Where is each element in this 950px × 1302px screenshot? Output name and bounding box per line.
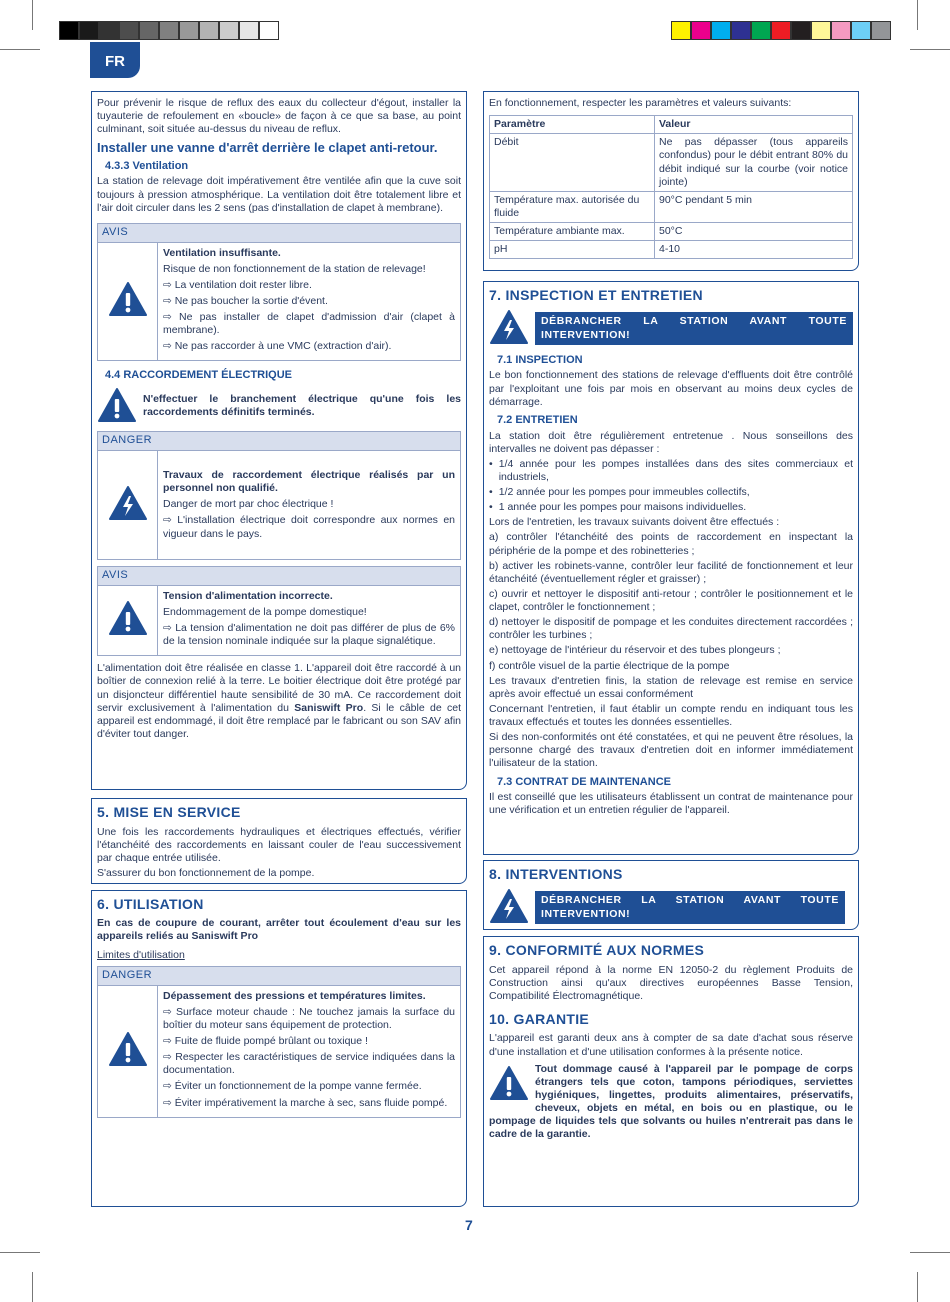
parameters-intro: En fonctionnement, respecter les paramètres et valeurs suivants: — [489, 97, 792, 109]
inspection-heading: 7.1 INSPECTION — [497, 353, 583, 366]
section-9-10-box — [483, 936, 859, 1207]
electric-hazard-icon — [489, 309, 529, 349]
alimentation-text: L'alimentation doit être réalisée en classe 1. L'appareil doit être raccordé à un boîtier de connexion relié à la terre. Le boitier électrique doit être protégé par un disjoncteur différentiel haute sensibilité de 30 mA. Ce raccordement doit servir exclusivement à l'alimentation du Saniswift Pro. Si le câble de cet appareil est endommagé, il doit être remplacé par le fabricant ou son SAV afin d'éviter tout danger. — [97, 662, 461, 740]
avis-label: AVIS — [98, 567, 460, 586]
disconnect-banner: DÉBRANCHER LA STATION AVANT TOUTE INTERVENTION! — [535, 891, 845, 923]
gray-swatch — [219, 21, 239, 40]
gray-swatch — [99, 21, 119, 40]
crop-mark — [32, 1272, 33, 1302]
work-item: e) nettoyage de l'intérieur du réservoir et des tubes plongeurs ; — [489, 644, 781, 657]
list-item: • 1/4 année pour les pompes installées dans des sites commerciaux et industriels, — [489, 457, 853, 483]
danger-line: ⇨ L'installation électrique doit correspondre aux normes en vigueur dans le pays. — [163, 514, 455, 540]
color-swatch — [751, 21, 771, 40]
danger-title: Travaux de raccordement électrique réalisés par un personnel non qualifié. — [163, 469, 455, 495]
gray-swatch — [59, 21, 79, 40]
gray-swatch — [239, 21, 259, 40]
nonconformity-text: Si des non-conformités ont été constatées, et qui ne peuvent être résolues, la personne chargé des travaux d'entretien doit en informer immédiatement l'uilisateur de la station. — [489, 731, 853, 770]
color-swatch — [731, 21, 751, 40]
section-10-title: 10. GARANTIE — [489, 1010, 590, 1027]
avis-line: ⇨ Ne pas installer de clapet d'admission d'air (clapet à membrane). — [163, 311, 455, 337]
section-8-title: 8. INTERVENTIONS — [489, 866, 623, 882]
crop-mark — [0, 49, 40, 50]
avis-title: Ventilation insuffisante. — [163, 246, 281, 259]
parameters-table — [489, 115, 853, 259]
avis-label: AVIS — [98, 224, 460, 243]
color-swatch — [691, 21, 711, 40]
crop-mark — [917, 0, 918, 30]
warning-triangle-icon — [108, 600, 148, 640]
electric-hazard-icon — [489, 888, 529, 928]
work-item: d) nettoyer le dispositif de pompage et les conduites directement raccordées ; contrôler les turbines ; — [489, 616, 853, 642]
section-6-box — [91, 890, 467, 1207]
list-item: • 1/2 année pour les pompes pour immeubles collectifs, — [489, 486, 750, 498]
electric-hazard-icon — [108, 485, 148, 525]
inspection-text: Le bon fonctionnement des stations de relevage d'effluents doit être contrôlé par l'exploitant une fois par mois en observant au moins deux cycles de démarrage. — [489, 369, 853, 408]
work-item: a) contrôler l'étanchéité des points de raccordement en inspectant la périphérie de la pompe et des robinetteries ; — [489, 531, 853, 557]
table-row: Débit Ne pas dépasser (tous appareils confondus) pour le débit entrant 80% du débit indiqué sur la courbe (voir notice jointe) — [490, 134, 853, 192]
gray-swatch — [179, 21, 199, 40]
crop-mark — [917, 1272, 918, 1302]
page-number: 7 — [465, 1217, 473, 1233]
maintenance-heading: 7.3 CONTRAT DE MAINTENANCE — [497, 775, 671, 788]
warning-triangle-icon — [489, 1065, 529, 1105]
section-5-title: 5. MISE EN SERVICE — [97, 804, 241, 820]
avis-line: ⇨ La ventilation doit rester libre. — [163, 278, 312, 291]
gray-swatch — [259, 21, 279, 40]
section-10-text: L'appareil est garanti deux ans à compter de sa date d'achat sous réserve d'une installation et d'une utilisation conformes à la présente notice. — [489, 1032, 853, 1058]
ventilation-heading: 4.3.3 Ventilation — [105, 159, 189, 172]
section-9-title: 9. CONFORMITÉ AUX NORMES — [489, 942, 705, 958]
work-item: f) contrôle visuel de la partie électrique de la pompe — [489, 659, 730, 672]
warning-triangle-icon — [108, 281, 148, 321]
crop-mark — [32, 0, 33, 30]
report-text: Concernant l'entretien, il faut établir un compte rendu en indiquant tous les travaux effectués et toutes les données essentielles. — [489, 702, 853, 728]
color-swatch — [711, 21, 731, 40]
gray-swatch — [119, 21, 139, 40]
section-7-title: 7. INSPECTION ET ENTRETIEN — [489, 287, 703, 303]
table-header: Valeur — [655, 116, 853, 134]
avis-line: Risque de non fonctionnement de la station de relevage! — [163, 262, 426, 275]
left-section-box — [91, 91, 467, 790]
gray-swatch — [159, 21, 179, 40]
crop-mark — [910, 49, 950, 50]
avis-title: Tension d'alimentation incorrecte. — [163, 589, 333, 602]
gray-swatch — [199, 21, 219, 40]
section-9-text: Cet appareil répond à la norme EN 12050-2 du règlement Produits de Construction ainsi qu'aux directives européennes Basse Tension, Compatibilité Électromagnétique. — [489, 963, 853, 1002]
danger-pressure — [97, 966, 461, 1118]
avis-line: ⇨ Ne pas boucher la sortie d'évent. — [163, 294, 328, 307]
electrical-warning: N'effectuer le branchement électrique qu'une fois les raccordements définitifs terminés. — [143, 393, 461, 419]
color-swatch — [831, 21, 851, 40]
vanne-heading: Installer une vanne d'arrêt derrière le clapet anti-retour. — [97, 140, 438, 156]
avis-line: ⇨ Ne pas raccorder à une VMC (extraction d'air). — [163, 340, 392, 353]
table-row: pH 4-10 — [490, 241, 853, 259]
color-swatch — [771, 21, 791, 40]
color-swatch — [851, 21, 871, 40]
danger-line: ⇨ Respecter les caractéristiques de service indiquées dans la documentation. — [163, 1051, 455, 1077]
danger-label: DANGER — [98, 432, 460, 451]
electrical-heading: 4.4 RACCORDEMENT ÉLECTRIQUE — [105, 369, 293, 382]
crop-mark — [0, 1252, 40, 1253]
danger-line: ⇨ Surface moteur chaude : Ne touchez jamais la surface du boîtier du moteur sans équipement de protection. — [163, 1005, 455, 1031]
section-7-box — [483, 281, 859, 855]
avis-ventilation — [97, 223, 461, 362]
section-5-box — [91, 798, 467, 884]
section-5-text: Une fois les raccordements hydrauliques et électriques effectués, vérifier l'étanchéité des raccordements en laissant couler de l'eau successivement par chaque entrée utilisée. — [97, 825, 461, 864]
maintenance-text: Il est conseillé que les utilisateurs établissent un contrat de maintenance pour une vérification et un entretien régulier de l'appareil. — [489, 791, 853, 817]
danger-line: ⇨ Éviter impérativement la marche à sec, sans fluide pompé. — [163, 1096, 448, 1109]
table-row: Température ambiante max. 50°C — [490, 223, 853, 241]
entretien-heading: 7.2 ENTRETIEN — [497, 413, 578, 426]
warning-triangle-icon — [108, 1031, 148, 1071]
after-text: Les travaux d'entretien finis, la station de relevage est remise en service après avoir effectué un essai conformément — [489, 674, 853, 700]
section-5-text: S'assurer du bon fonctionnement de la pompe. — [97, 866, 315, 879]
color-swatch — [871, 21, 891, 40]
reflux-text: Pour prévenir le risque de reflux des eaux du collecteur d'égout, installer la tuyauterie de refoulement en «boucle» de façon à ce que sa base, au point culminant, soit située au-dessus du niveau de reflux. — [97, 97, 461, 136]
danger-line: ⇨ Fuite de fluide pompé brûlant ou toxique ! — [163, 1035, 368, 1047]
language-tab: FR — [90, 42, 140, 78]
parameters-box — [483, 91, 859, 271]
section-8-box — [483, 860, 859, 930]
danger-line: Danger de mort par choc électrique ! — [163, 498, 334, 511]
gray-swatch — [139, 21, 159, 40]
warning-triangle-icon — [97, 387, 137, 427]
product-name: Saniswift Pro — [294, 701, 364, 714]
works-intro: Lors de l'entretien, les travaux suivants doivent être effectués : — [489, 516, 780, 529]
entretien-intro: La station doit être régulièrement entretenue . Nous sonseillons des intervalles ne doivent pas dépasser : — [489, 429, 853, 455]
section-6-bold: En cas de coupure de courant, arrêter tout écoulement d'eau sur les appareils reliés au Saniswift Pro — [97, 916, 461, 942]
avis-line: Endommagement de la pompe domestique! — [163, 605, 367, 618]
color-swatch — [791, 21, 811, 40]
disconnect-banner: DÉBRANCHER LA STATION AVANT TOUTE INTERVENTION! — [535, 312, 853, 344]
work-item: c) ouvrir et nettoyer le dispositif anti-retour ; contrôler le positionnement et le clapet, contrôler le fonctionnement ; — [489, 587, 853, 613]
table-header: Paramètre — [490, 116, 655, 134]
danger-electrical — [97, 431, 461, 560]
danger-line: ⇨ Éviter un fonctionnement de la pompe vanne fermée. — [163, 1080, 422, 1093]
guarantee-warning: Tout dommage causé à l'appareil par le pompage de corps étrangers tels que coton, tampons périodiques, serviettes hygiéniques, lingettes, produits alimentaires, préservatifs, cheveux, objets en métal, en bois ou en plastique, ou le pompage de liquides tels que solvants ou huiles n'entrerait pas dans le cadre de la garantie. — [489, 1062, 853, 1141]
crop-mark — [910, 1252, 950, 1253]
table-row: Température max. autorisée du fluide 90°C pendant 5 min — [490, 191, 853, 222]
color-swatch — [811, 21, 831, 40]
limits-link: Limites d'utilisation — [97, 948, 185, 961]
danger-label: DANGER — [98, 967, 460, 986]
color-swatch — [671, 21, 691, 40]
ventilation-text: La station de relevage doit impérativement être ventilée afin que la cuve soit toujours à pression atmosphérique. La ventilation doit être totalement libre et l'air doit circuler dans les 2 sens (pas d'installation de clapet à membrane). — [97, 175, 461, 214]
gray-swatch — [79, 21, 99, 40]
list-item: • 1 année pour les pompes pour maisons individuelles. — [489, 501, 747, 514]
section-6-title: 6. UTILISATION — [97, 896, 204, 912]
avis-line: ⇨ La tension d'alimentation ne doit pas différer de plus de 6% de la tension nominale indiquée sur la plaque signalétique. — [163, 622, 455, 648]
work-item: b) activer les robinets-vanne, contrôler leur facilité de fonctionnement et leur étanchéité (éventuellement régler et graisser) ; — [489, 559, 853, 585]
avis-tension — [97, 566, 461, 656]
danger-title: Dépassement des pressions et températures limites. — [163, 989, 426, 1002]
